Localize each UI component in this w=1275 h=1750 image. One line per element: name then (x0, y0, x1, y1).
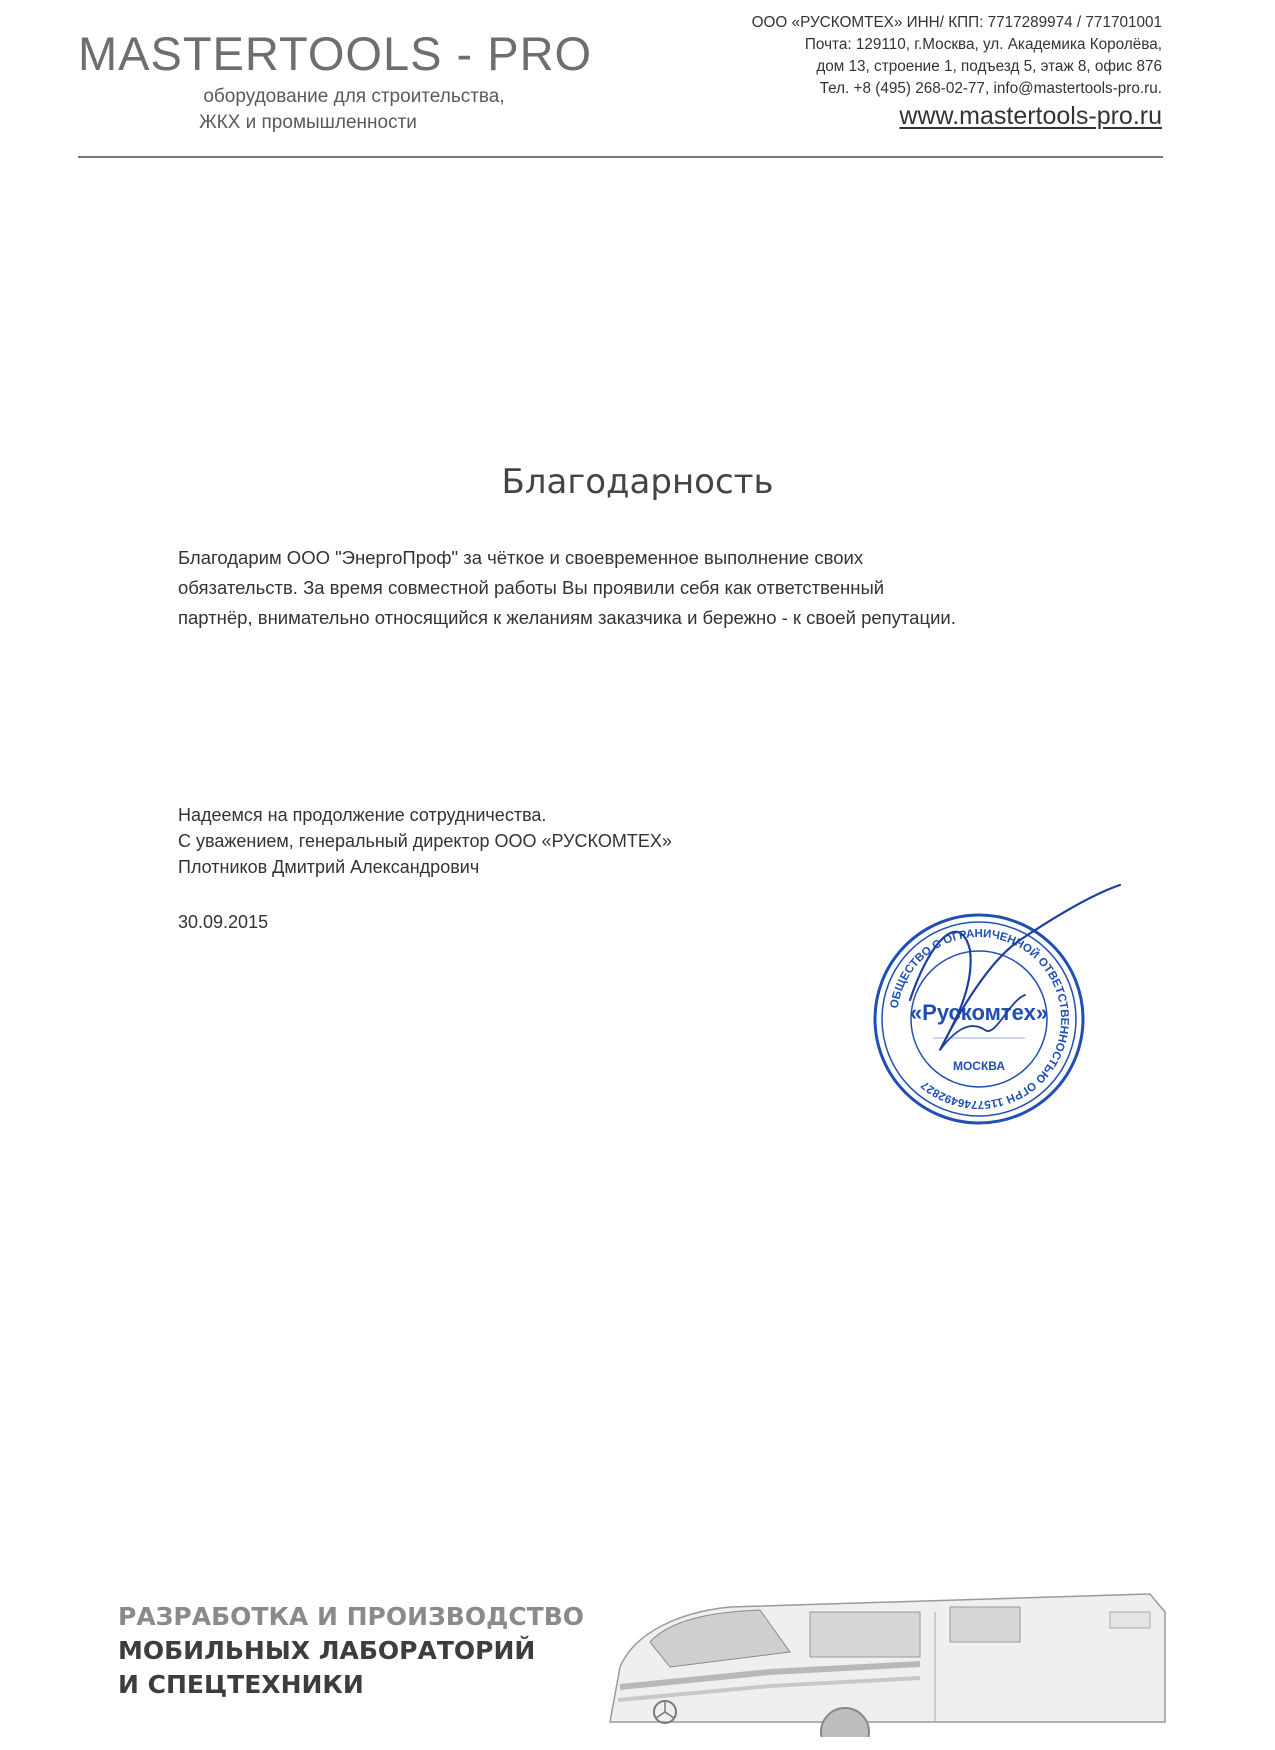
website-link[interactable]: www.mastertools-pro.ru (899, 102, 1162, 130)
logo-subtitle-line2: ЖКХ и промышленности (199, 112, 417, 133)
company-logo (78, 26, 638, 146)
logo-subtitle-line1: оборудование для строительства, (203, 86, 505, 107)
closing-line: С уважением, генеральный директор ООО «РУСКОМТЕХ» (178, 831, 672, 851)
body-line: партнёр, внимательно относящийся к желаниям заказчика и бережно - к своей репутации. (178, 607, 956, 628)
stamp-city: МОСКВА (952, 1059, 1006, 1073)
footer-line3: И СПЕЦТЕХНИКИ (118, 1670, 364, 1699)
footer-slogan (118, 1600, 584, 1702)
footer-line2: МОБИЛЬНЫХ ЛАБОРАТОРИЙ (118, 1636, 536, 1665)
logo-title: MASTERTOOLS - PRO (78, 27, 593, 80)
mobile-lab-van-image (590, 1572, 1170, 1737)
body-line: Благодарим ООО "ЭнергоПроф" за чёткое и своевременное выполнение своих (178, 547, 864, 568)
body-line: обязательств. За время совместной работы Вы проявили себя как ответственный (178, 577, 885, 598)
requisites-line: Тел. +8 (495) 268-02-77, info@mastertools-pro.ru. (819, 80, 1162, 97)
company-requisites (602, 12, 1162, 100)
document-title: Благодарность (501, 462, 774, 502)
letter-body (178, 543, 1168, 633)
stamp-center-text: «Рускомтех» (909, 1000, 1049, 1025)
stamp-ring-text: ОБЩЕСТВО С ОГРАНИЧЕННОЙ ОТВЕТСТВЕННОСТЬЮ ОГРН 1157746492827 (888, 927, 1071, 1111)
handwritten-signature (900, 880, 1130, 1070)
letter-date: 30.09.2015 (178, 912, 269, 932)
closing-line: Плотников Дмитрий Александрович (178, 857, 480, 877)
header-divider (78, 156, 1163, 158)
requisites-line: Почта: 129110, г.Москва, ул. Академика Королёва, (804, 36, 1162, 53)
requisites-line: ООО «РУСКОМТЕХ» ИНН/ КПП: 7717289974 / 771701001 (751, 14, 1162, 31)
requisites-line: дом 13, строение 1, подъезд 5, этаж 8, офис 876 (816, 58, 1162, 75)
closing-line: Надеемся на продолжение сотрудничества. (178, 805, 547, 825)
letter-closing (178, 802, 672, 880)
footer-line1: РАЗРАБОТКА И ПРОИЗВОДСТВО (118, 1602, 585, 1631)
